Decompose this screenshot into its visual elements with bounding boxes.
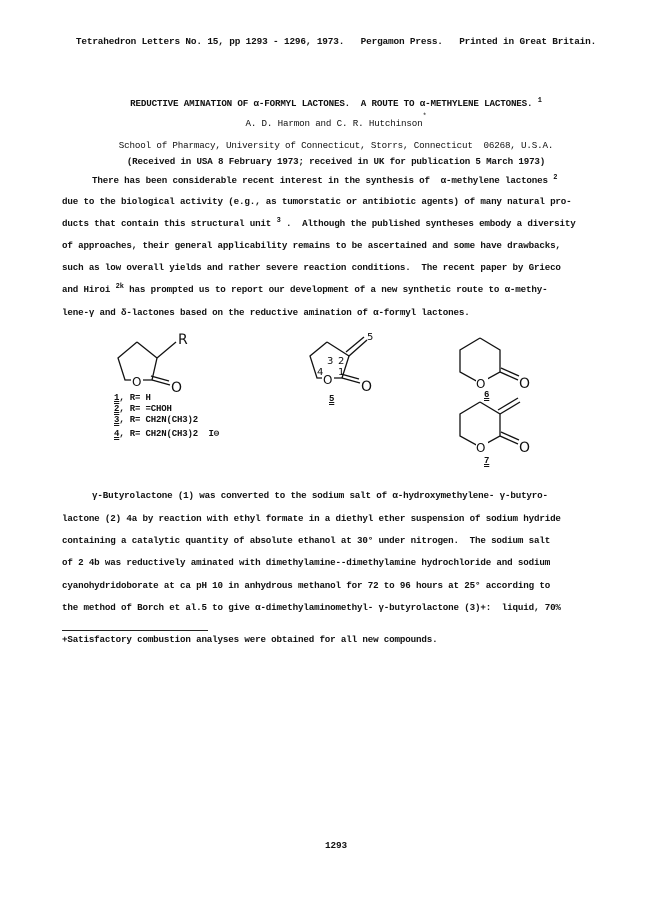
svg-text:3: 3	[327, 356, 334, 367]
svg-text:O: O	[519, 440, 531, 456]
para1-line-6: and Hiroi $^{2k}$ has prompted us to report our development of a new synthetic route to α-methy-	[62, 282, 548, 295]
para2-line-5: cyanohydridoborate at ca pH 10 in anhydrous methanol for 72 to 96 hours at 25° according to	[62, 580, 551, 591]
compound-3: 3, R= CH2N(CH3)2	[114, 415, 199, 425]
affiliation: School of Pharmacy, University of Connecticut, Storrs, Connecticut 06268, U.S.A.	[118, 140, 554, 151]
compound-1: 1, R= H	[114, 393, 151, 403]
para2-line-3: containing a catalytic quantity of absolute ethanol at 30° under nitrogen. The sodium salt	[62, 535, 551, 546]
position-5-label: 5	[367, 332, 374, 343]
label-compound-7: 7	[484, 456, 490, 466]
label-compound-6: 6	[484, 390, 490, 400]
compound-4: 4, R= CH2N(CH3)2 I⊖	[114, 429, 220, 439]
para2-line-2: lactone (2) 4a by reaction with ethyl formate in a diethyl ether suspension of sodium hydride	[62, 513, 561, 524]
carbonyl-6	[500, 372, 518, 380]
label-compound-5: 5	[329, 394, 335, 404]
para1-line-7: lene-γ and δ-lactones based on the reductive amination of α-formyl lactones.	[62, 307, 470, 318]
svg-text:2: 2	[338, 356, 345, 367]
svg-text:O: O	[476, 377, 486, 391]
compound-2: 2, R= =CHOH	[114, 404, 172, 414]
para1-line-5: such as low overall yields and rather severe reaction conditions. The recent paper by Grieco	[62, 262, 561, 273]
para1-line-1: There has been considerable recent interest in the synthesis of α-methylene lactones $^2$	[92, 173, 558, 186]
svg-text:O: O	[361, 379, 373, 395]
r-bond	[157, 342, 176, 358]
svg-text:O: O	[132, 375, 142, 389]
para2-line-4: of 2 4b was reductively aminated with dimethylamine--dimethylamine hydrochloride and sodium	[62, 557, 551, 568]
footnote-rule	[62, 630, 208, 631]
svg-text:4: 4	[317, 367, 324, 378]
methylene-bond-7	[500, 402, 520, 414]
article-title: REDUCTIVE AMINATION OF α-FORMYL LACTONES. A ROUTE TO α-METHYLENE LACTONES. $^1$	[130, 96, 542, 109]
page-number: 1293	[325, 840, 347, 851]
carbonyl-7	[500, 436, 518, 444]
svg-text:O: O	[171, 380, 183, 396]
svg-text:1: 1	[338, 367, 345, 378]
para1-line-2: due to the biological activity (e.g., as tumorstatic or antibiotic agents) of many natural pro-	[62, 196, 572, 207]
svg-text:O: O	[323, 373, 333, 387]
para1-line-4: of approaches, their general applicability remains to be ascertained and some have drawbacks,	[62, 240, 561, 251]
svg-text:O: O	[476, 441, 486, 455]
authors: A. D. Harmon and C. R. Hutchinson*	[245, 112, 427, 129]
para2-line-6: the method of Borch et al.5 to give α-dimethylaminomethyl- γ-butyrolactone (3)+: liquid, 70%	[62, 602, 561, 613]
journal-header: Tetrahedron Letters No. 15, pp 1293 - 1296, 1973. Pergamon Press. Printed in Great Britain.	[75, 36, 597, 47]
para2-line-1: γ-Butyrolactone (1) was converted to the sodium salt of α-hydroxymethylene- γ-butyro-	[92, 490, 548, 501]
svg-text:O: O	[519, 376, 531, 392]
received-line: (Received in USA 8 February 1973; received in UK for publication 5 March 1973)	[126, 156, 546, 167]
footnote: +Satisfactory combustion analyses were obtained for all new compounds.	[62, 634, 438, 645]
para1-line-3: ducts that contain this structural unit $^3$ . Although the published syntheses embody a diversity	[62, 216, 576, 229]
r-label: R	[178, 332, 188, 348]
structures-figure	[0, 320, 672, 470]
